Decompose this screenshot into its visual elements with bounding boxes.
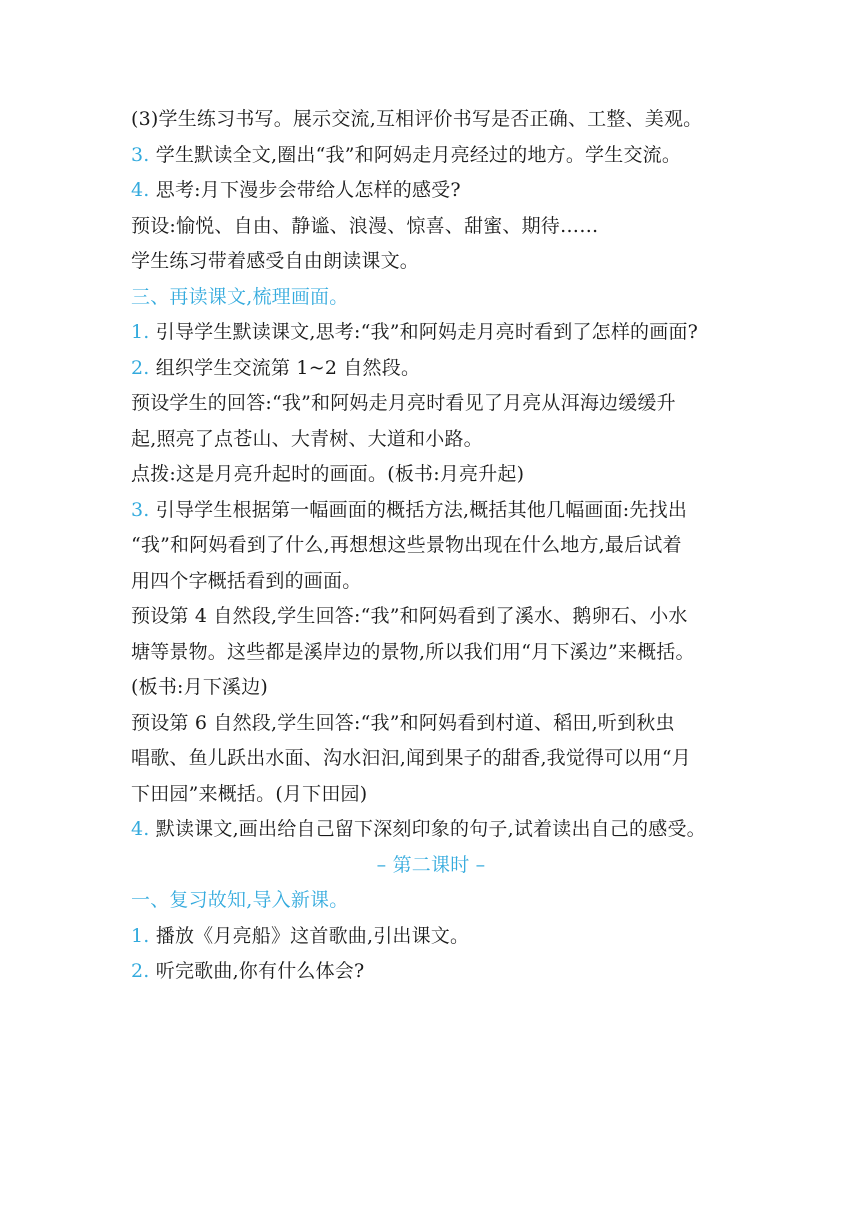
paragraph-line — [131, 102, 731, 138]
list-item — [131, 812, 731, 848]
paragraph-line — [131, 564, 731, 600]
line-text: (3)学生练习书写。展示交流,互相评价书写是否正确、工整、美观。 — [131, 108, 703, 130]
line-text: 用四个字概括看到的画面。 — [131, 569, 362, 592]
lesson-divider-title: – 第二课时 – — [376, 853, 486, 876]
list-item — [131, 493, 731, 529]
paragraph-line — [131, 777, 731, 813]
item-number: 3. — [131, 143, 150, 166]
paragraph-line — [131, 599, 731, 635]
item-number: 4. — [131, 179, 150, 201]
line-text: 下田园”来概括。(月下田园) — [131, 782, 368, 805]
line-text: 引导学生默读课文,思考:“我”和阿妈走月亮时看到了怎样的画面? — [149, 321, 699, 343]
paragraph-line — [131, 528, 731, 564]
item-number: 4. — [131, 818, 150, 840]
line-text: 组织学生交流第 1~2 自然段。 — [149, 356, 421, 379]
paragraph-line — [131, 741, 731, 777]
section-heading: 三、再读课文,梳理画面。 — [131, 285, 349, 308]
line-text: 塘等景物。这些都是溪岸边的景物,所以我们用“月下溪边”来概括。 — [131, 640, 695, 663]
list-item — [131, 173, 731, 209]
paragraph-line — [131, 457, 731, 493]
item-number: 3. — [131, 498, 150, 521]
line-text: 引导学生根据第一幅画面的概括方法,概括其他几幅画面:先找出 — [149, 498, 688, 521]
line-text: 播放《月亮船》这首歌曲,引出课文。 — [149, 924, 470, 947]
item-number: 1. — [131, 321, 150, 343]
document-body — [131, 102, 731, 990]
line-text: 预设第 4 自然段,学生回答:“我”和阿妈看到了溪水、鹅卵石、小水 — [131, 605, 688, 627]
list-item — [131, 919, 731, 955]
paragraph-line — [131, 386, 731, 422]
paragraph-line — [131, 244, 731, 280]
line-text: 默读课文,画出给自己留下深刻印象的句子,试着读出自己的感受。 — [149, 818, 706, 840]
list-item — [131, 315, 731, 351]
line-text: 预设学生的回答:“我”和阿妈走月亮时看见了月亮从洱海边缓缓升 — [131, 392, 676, 414]
item-number: 2. — [131, 960, 150, 982]
paragraph-line — [131, 670, 731, 706]
section-heading: 一、复习故知,导入新课。 — [131, 889, 349, 911]
list-item — [131, 351, 731, 387]
paragraph-line — [131, 209, 731, 245]
line-text: “我”和阿妈看到了什么,再想想这些景物出现在什么地方,最后试着 — [131, 534, 682, 556]
line-text: 唱歌、鱼儿跃出水面、沟水汩汩,闻到果子的甜香,我觉得可以用“月 — [131, 747, 691, 769]
item-number: 1. — [131, 924, 150, 947]
line-text: 预设第 6 自然段,学生回答:“我”和阿妈看到村道、稻田,听到秋虫 — [131, 711, 675, 734]
line-text: 思考:月下漫步会带给人怎样的感受? — [149, 179, 461, 201]
line-text: 点拨:这是月亮升起时的画面。(板书:月亮升起) — [131, 463, 525, 485]
item-number: 2. — [131, 356, 150, 379]
paragraph-line — [131, 706, 731, 742]
line-text: 起,照亮了点苍山、大青树、大道和小路。 — [131, 427, 483, 450]
line-text: (板书:月下溪边) — [131, 676, 269, 698]
list-item — [131, 954, 731, 990]
line-text: 听完歌曲,你有什么体会? — [149, 960, 365, 982]
line-text: 预设:愉悦、自由、静谧、浪漫、惊喜、甜蜜、期待…… — [131, 214, 599, 237]
line-text: 学生默读全文,圈出“我”和阿妈走月亮经过的地方。学生交流。 — [149, 143, 682, 166]
line-text: 学生练习带着感受自由朗读课文。 — [131, 250, 420, 272]
list-item — [131, 138, 731, 174]
paragraph-line — [131, 422, 731, 458]
paragraph-line — [131, 635, 731, 671]
